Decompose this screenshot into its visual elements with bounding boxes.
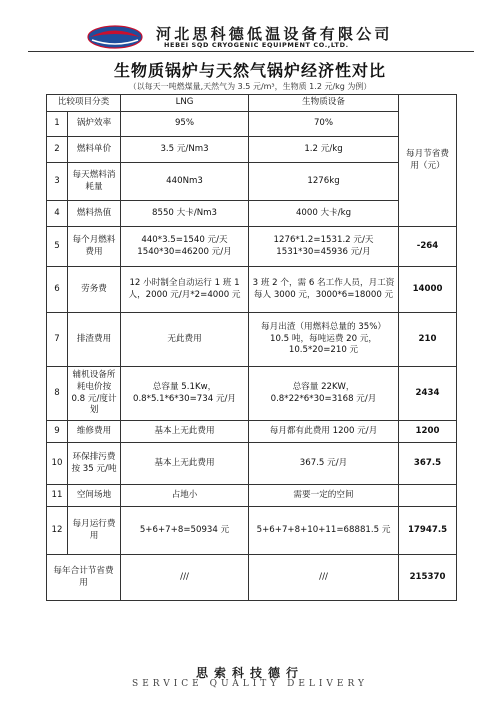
row-item: 辅机设备所耗电价按 0.8 元/度计划 [68,367,121,421]
header-divider [28,51,474,52]
row-biomass-value: 需要一定的空间 [249,485,399,507]
row-lng-value: 8550 大卡/Nm3 [121,201,249,227]
company-name-en: HEBEI SQD CRYOGENIC EQUIPMENT CO.,LTD. [164,41,349,49]
total-saving: 215370 [399,555,457,601]
company-name-cn: 河北思科德低温设备有限公司 [156,25,393,43]
table-row [47,507,457,555]
table-row [47,163,457,201]
row-biomass-value: 1276*1.2=1531.2 元/天 1531*30=45936 元/月 [249,227,399,267]
row-biomass-value: 总容量 22KW，0.8*22*6*30=3168 元/月 [249,367,399,421]
table-row [47,112,457,137]
row-item: 排渣费用 [68,313,121,367]
row-number: 10 [47,443,68,485]
row-lng-value: 12 小时制全自动运行 1 班 1 人，2000 元/月*2=4000 元 [121,267,249,313]
table-row [47,227,457,267]
row-biomass-value: 每月出渣（用燃料总量的 35%）10.5 吨，每吨运费 20 元，10.5*20=210 元 [249,313,399,367]
row-saving: 2434 [399,367,457,421]
row-item: 劳务费 [68,267,121,313]
table-row [47,443,457,485]
row-number: 4 [47,201,68,227]
row-biomass-value: 367.5 元/月 [249,443,399,485]
footer-slogan-en: SERVICE QUALITY DELIVERY [132,679,368,689]
row-biomass-value: 4000 大卡/kg [249,201,399,227]
row-number: 8 [47,367,68,421]
table-total-row [47,555,457,601]
header-lng: LNG [121,95,249,112]
row-number: 1 [47,112,68,137]
row-saving: -264 [399,227,457,267]
row-lng-value: 5+6+7+8=50934 元 [121,507,249,555]
row-number: 6 [47,267,68,313]
row-biomass-value: 每月都有此费用 1200 元/月 [249,421,399,443]
total-label: 每年合计节省费用 [47,555,121,601]
row-saving: 1200 [399,421,457,443]
comparison-table [46,94,457,601]
table-row [47,137,457,163]
row-saving [399,485,457,507]
row-biomass-value: 5+6+7+8+10+11=68881.5 元 [249,507,399,555]
row-item: 每天燃料消耗量 [68,163,121,201]
row-item: 每个月燃料费用 [68,227,121,267]
row-saving: 210 [399,313,457,367]
row-lng-value: 占地小 [121,485,249,507]
row-number: 12 [47,507,68,555]
row-item: 维修费用 [68,421,121,443]
row-biomass-value: 1.2 元/kg [249,137,399,163]
row-number: 9 [47,421,68,443]
row-lng-value: 3.5 元/Nm3 [121,137,249,163]
document-title: 生物质锅炉与天然气锅炉经济性对比 [113,61,386,80]
row-number: 3 [47,163,68,201]
row-item: 燃料单价 [68,137,121,163]
row-saving: 367.5 [399,443,457,485]
row-biomass-value: 1276kg [249,163,399,201]
company-logo [86,24,144,50]
total-biomass-value: /// [249,555,399,601]
row-item: 环保排污费按 35 元/吨 [68,443,121,485]
total-lng-value: /// [121,555,249,601]
table-header-row [47,95,457,112]
row-item: 锅炉效率 [68,112,121,137]
header-saving: 每月节省费用（元） [399,95,457,227]
row-lng-value: 基本上无此费用 [121,421,249,443]
row-number: 2 [47,137,68,163]
header-biomass: 生物质设备 [249,95,399,112]
row-item: 每月运行费用 [68,507,121,555]
row-number: 5 [47,227,68,267]
row-number: 7 [47,313,68,367]
row-number: 11 [47,485,68,507]
row-lng-value: 基本上无此费用 [121,443,249,485]
letterhead [28,22,474,50]
document-subtitle: （以每天一吨燃煤量,天然气为 3.5 元/m³，生物质 1.2 元/kg 为例） [128,82,372,91]
row-lng-value: 95% [121,112,249,137]
table-row [47,421,457,443]
row-saving: 14000 [399,267,457,313]
footer-slogan-cn: 思索科技德行 [195,666,304,680]
row-biomass-value: 3 班 2 个，需 6 名工作人员，月工资每人 3000 元，3000*6=18000 元 [249,267,399,313]
table-row [47,267,457,313]
header-item: 比较项目分类 [47,95,121,112]
row-lng-value: 440Nm3 [121,163,249,201]
row-item: 空间场地 [68,485,121,507]
table-row [47,201,457,227]
row-biomass-value: 70% [249,112,399,137]
table-row [47,485,457,507]
row-lng-value: 无此费用 [121,313,249,367]
table-row [47,367,457,421]
row-item: 燃料热值 [68,201,121,227]
row-saving: 17947.5 [399,507,457,555]
row-lng-value: 总容量 5.1Kw，0.8*5.1*6*30=734 元/月 [121,367,249,421]
table-row [47,313,457,367]
row-lng-value: 440*3.5=1540 元/天 1540*30=46200 元/月 [121,227,249,267]
